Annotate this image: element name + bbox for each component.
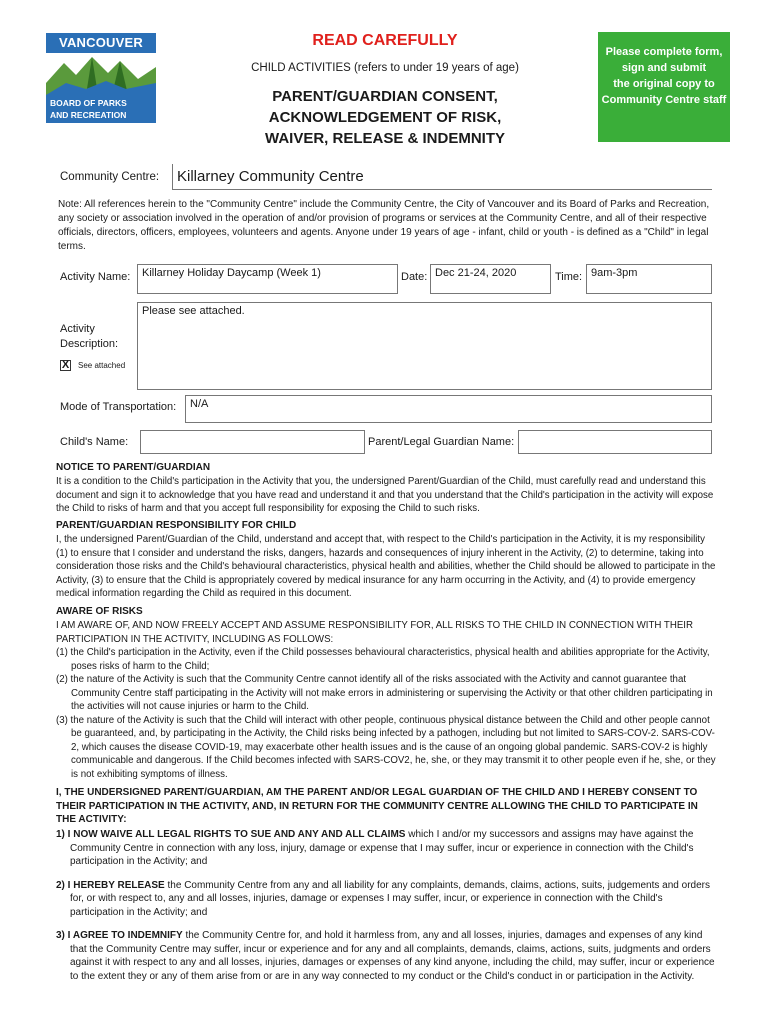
see-attached-checkbox[interactable]: X [61, 359, 70, 371]
transportation-label: Mode of Transportation: [60, 401, 177, 413]
community-centre-label: Community Centre: [60, 171, 160, 183]
vancouver-parks-logo [46, 33, 156, 123]
form-title [200, 86, 570, 149]
logo-subtitle-line: AND RECREATION [50, 110, 127, 120]
instruction-line: Community Centre staff [601, 94, 727, 106]
community-centre-field[interactable]: Killarney Community Centre [172, 164, 712, 190]
submit-instructions-box [598, 32, 730, 142]
activity-name-field[interactable]: Killarney Holiday Daycamp (Week 1) [137, 264, 398, 294]
date-label: Date: [401, 271, 428, 283]
instruction-line: sign and submit [621, 62, 707, 74]
label-line: Activity [60, 323, 95, 335]
activity-description-label [60, 322, 118, 352]
time-label: Time: [555, 271, 583, 283]
list-item [56, 879, 716, 920]
list-item [56, 929, 716, 983]
activity-description-field[interactable]: Please see attached. [137, 302, 712, 390]
clause-title: 2) I HEREBY RELEASE [56, 879, 165, 891]
notice-paragraph: It is a condition to the Child's participation in the Activity that you, the undersigned Parent/Guardian of the Child, must carefully read and understand this document and sign it to acknowledge that you have read and understand it and that you understand that the Child's participation in the activity will expose the Child to risks of harm and that you accept full responsibility for exposing the Child to such risks. [56, 476, 714, 514]
read-carefully-heading: READ CAREFULLY [312, 32, 458, 49]
clause-text: the Community Centre from any and all liability for any complaints, demands, claims, actions, suits, judgements and orders for, or with respect to, any and all losses, injuries, damage or expenses I may suffer, incur, or experience in connection with the Child's participation in the Activity; and [70, 879, 710, 918]
instruction-line: Please complete form, [605, 46, 723, 58]
clause-title: 3) I AGREE TO INDEMNIFY [56, 930, 183, 941]
parent-name-field[interactable] [518, 430, 712, 454]
child-name-field[interactable] [140, 430, 365, 454]
child-name-label: Child's Name: [60, 436, 129, 448]
risks-paragraph: I AM AWARE OF, AND NOW FREELY ACCEPT AND ASSUME RESPONSIBILITY FOR, ALL RISKS TO THE CHILD IN CONNECTION WITH THEIR PARTICIPATION IN THE ACTIVITY, INCLUDING AS FOLLOWS: [56, 620, 693, 645]
logo-subtitle-line: BOARD OF PARKS [50, 98, 127, 108]
list-item: (3) the nature of the Activity is such that the Child will interact with other people, continuous physical distance between the Child and other people cannot be guaranteed, and, by participating in the Activity, the Child risks being infected by a pathogen, including but not limited to SARS-COV-2. SARS-COV-2, which causes the disease COVID-19, may exacerbate other health issues and is the cause of an ongoing global pandemic. SARS-COV-2 is highly communicable and dangerous. If the Child becomes infected with SARS-COV2, he, she, or they may transmit it to other people even if he, she, or they is not exhibiting symptoms of illness. [56, 714, 716, 780]
clause-text: which I and/or my successors and assigns may have against the Community Centre in connection with any loss, injury, damage or expense that I may suffer, incur or experience in connection with the Child's participation in the Activity; and [70, 829, 694, 867]
responsibility-heading: PARENT/GUARDIAN RESPONSIBILITY FOR CHILD [56, 520, 297, 531]
form-title-line: WAIVER, RELEASE & INDEMNITY [264, 130, 506, 147]
risks-heading: AWARE OF RISKS [56, 606, 143, 617]
label-line: Description: [60, 338, 119, 350]
consent-heading: I, THE UNDERSIGNED PARENT/GUARDIAN, AM THE PARENT AND/OR LEGAL GUARDIAN OF THE CHILD AND I HEREBY CONSENT TO THEIR PARTICIPATION IN THE ACTIVITY, AND, IN RETURN FOR THE COMMUNITY CENTRE ALLOWING THE CHILD TO PARTICIPATE IN THE ACTIVITY: [56, 787, 698, 825]
clause-title: 1) I NOW WAIVE ALL LEGAL RIGHTS TO SUE AND ANY AND ALL CLAIMS [56, 829, 406, 840]
time-field[interactable]: 9am-3pm [586, 264, 712, 294]
form-title-line: PARENT/GUARDIAN CONSENT, [272, 88, 498, 105]
date-field[interactable]: Dec 21-24, 2020 [430, 264, 551, 294]
responsibility-paragraph: I, the undersigned Parent/Guardian of the Child, understand and accept that, with respect to the Child's participation in the Activity, it is my responsibility (1) to ensure that I consider and understand the risks, dangers, hazards and consequences of injury inherent in the Activity, (2) to determine, taking into consideration those risks and the Child's behavioural characteristics, physical health and abilities, whether the Child should be allowed to participate in the Activity, (3) to ensure that the Child is appropriately covered by medical insurance for any harm occurring in the Activity, and (4) to provide emergency medical information regarding the Child as required in this document. [56, 534, 716, 599]
risks-list [56, 646, 716, 781]
consent-list [56, 828, 716, 993]
list-item: (2) the nature of the Activity is such that the Community Centre cannot identify all of the risks associated with the Activity and cannot guarantee that Community Centre staff participating in the Activity will not make errors in administering or supervising the Activity or that other children participating in the activities will not cause injuries or harm to the Child. [56, 674, 713, 712]
mountain-icon [46, 53, 156, 95]
transportation-field[interactable]: N/A [185, 395, 712, 423]
references-note: Note: All references herein to the "Community Centre" include the Community Centre, the City of Vancouver and its Board of Parks and Recreation, any society or association involved in the operation of and/or provision of programs or services at the Community Centre, and all of their respective officials, directors, officers, employees, volunteers and agents. Anyone under 19 years of age - infant, child or youth - is defined as a "Child" in legal terms. [58, 199, 710, 252]
logo-title: VANCOUVER [46, 33, 156, 53]
parent-name-label: Parent/Legal Guardian Name: [368, 436, 515, 448]
logo-subtitle [46, 95, 156, 123]
notice-heading: NOTICE TO PARENT/GUARDIAN [56, 462, 211, 473]
clause-text: the Community Centre for, and hold it harmless from, any and all losses, injuries, damages and expenses of any kind that the Community Centre may suffer, incur or experience and for any and all complaints, demands, claims, actions, suits, judgments and orders against it with respect to any and all losses, injuries, damages or expenses of any kind anyone, including the child, may suffer, incur or experience to the extent they or any of them arise from or are in any way connected to my conduct or the Child's conduct in or participation in the Activity. [70, 930, 715, 982]
activity-name-label: Activity Name: [60, 271, 131, 283]
form-title-line: ACKNOWLEDGEMENT OF RISK, [268, 109, 502, 126]
child-activities-subtitle: CHILD ACTIVITIES (refers to under 19 years of age) [251, 62, 519, 74]
instruction-line: the original copy to [613, 78, 715, 90]
list-item [56, 828, 716, 869]
list-item: (1) the Child's participation in the Activity, even if the Child possesses behavioural characteristics, physical health and abilities appropriate for the Activity, poses risks of harm to the Child; [56, 647, 710, 672]
see-attached-label: See attached [78, 361, 126, 370]
